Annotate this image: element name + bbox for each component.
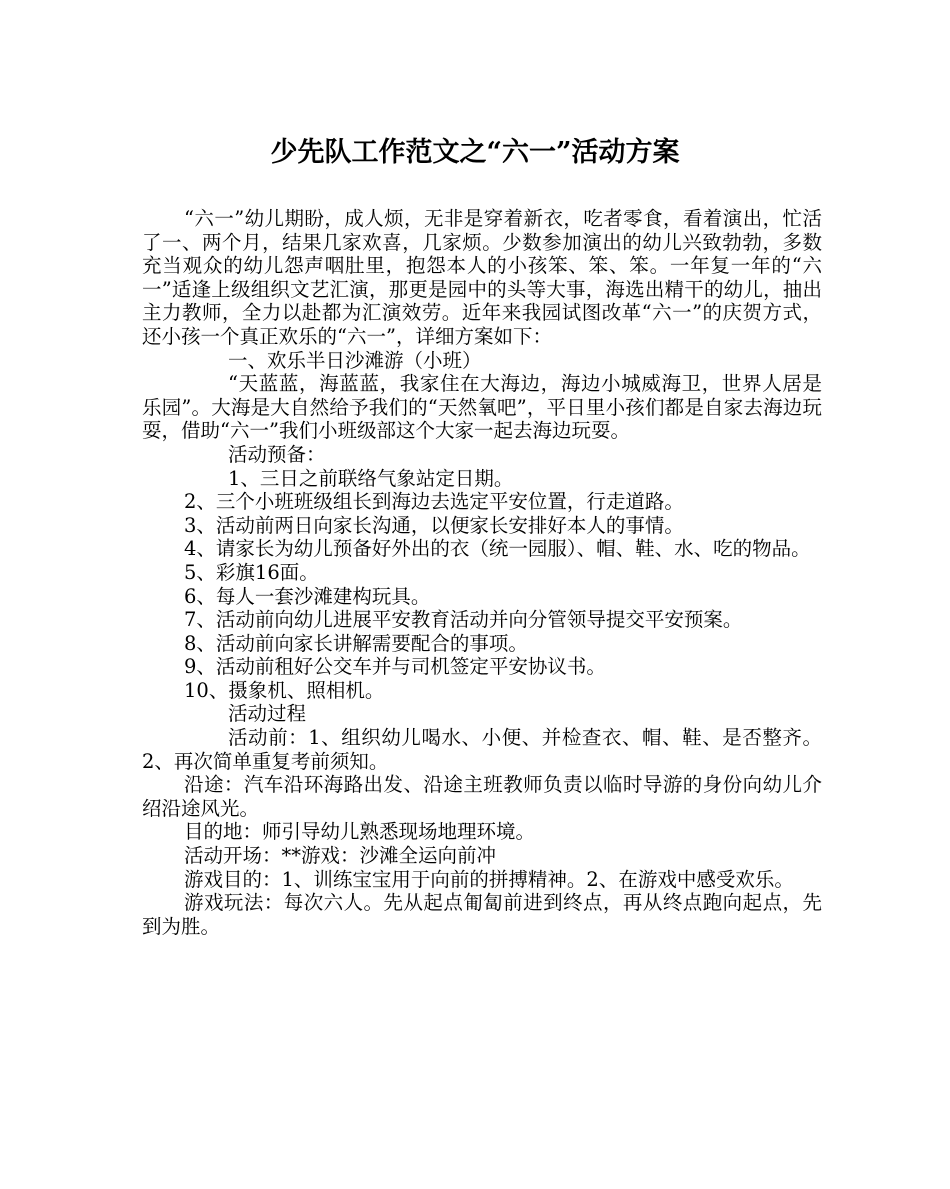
preparation-item-3: 3、活动前两日向家长沟通，以便家长安排好本人的事情。: [184, 513, 684, 537]
process-before-paragraph: 活动前：1、组织幼儿喝水、小便、并检查衣、帽、鞋、是否整齐。2、再次简单重复考前须知。: [142, 726, 822, 773]
preparation-item-9: 9、活动前租好公交车并与司机签定平安协议书。: [184, 655, 606, 679]
preparation-item-6: 6、每人一套沙滩建构玩具。: [184, 584, 431, 608]
preparation-item-1: 1、三日之前联络气象站定日期。: [228, 466, 514, 490]
game-goal-paragraph: 游戏目的：1、训练宝宝用于向前的拼搏精神。2、在游戏中感受欢乐。: [184, 867, 794, 891]
document-body: [142, 207, 822, 938]
activity-start-paragraph: 活动开场：**游戏：沙滩全运向前冲: [184, 844, 497, 868]
preparation-item-5: 5、彩旗16面。: [184, 560, 319, 584]
game-rules-paragraph: 游戏玩法：每次六人。先从起点匍匐前进到终点，再从终点跑向起点，先到为胜。: [142, 891, 822, 938]
section-heading-1: 一、欢乐半日沙滩游（小班）: [228, 348, 482, 372]
preparation-item-4: 4、请家长为幼儿预备好外出的衣（统一园服）、帽、鞋、水、吃的物品。: [184, 537, 811, 561]
preparation-item-2: 2、三个小班班级组长到海边去选定平安位置，行走道路。: [184, 490, 684, 514]
preparation-item-10: 10、摄象机、照相机。: [184, 678, 385, 702]
intro-paragraph: “六一”幼儿期盼，成人烦，无非是穿着新衣，吃者零食，看着演出，忙活了一、两个月，结果几家欢喜，几家烦。少数参加演出的幼儿兴致勃勃，多数充当观众的幼儿怨声咽肚里，抱怨本人的小孩笨、笨、笨。一年复一年的“六一”适逢上级组织文艺汇演，那更是园中的头等大事，海选出精干的幼儿，抽出主力教师，全力以赴都为汇演效劳。近年来我园试图改革“六一”的庆贺方式，还小孩一个真正欢乐的“六一”，详细方案如下：: [142, 207, 822, 348]
document-title: 少先队工作范文之“六一”活动方案: [270, 137, 680, 168]
process-heading: 活动过程: [228, 702, 307, 726]
section-intro-paragraph: “天蓝蓝，海蓝蓝，我家住在大海边，海边小城威海卫，世界人居是乐园”。大海是大自然给予我们的“天然氧吧”，平日里小孩们都是自家去海边玩耍，借助“六一”我们小班级部这个大家一起去海边玩耍。: [142, 372, 822, 443]
process-route-paragraph: 沿途：汽车沿环海路出发、沿途主班教师负责以临时导游的身份向幼儿介绍沿途风光。: [142, 773, 822, 820]
preparation-item-7: 7、活动前向幼儿进展平安教育活动并向分管领导提交平安预案。: [184, 608, 743, 632]
preparation-item-8: 8、活动前向家长讲解需要配合的事项。: [184, 631, 528, 655]
preparation-heading: 活动预备：: [228, 442, 326, 466]
process-destination-paragraph: 目的地：师引导幼儿熟悉现场地理环境。: [184, 820, 536, 844]
